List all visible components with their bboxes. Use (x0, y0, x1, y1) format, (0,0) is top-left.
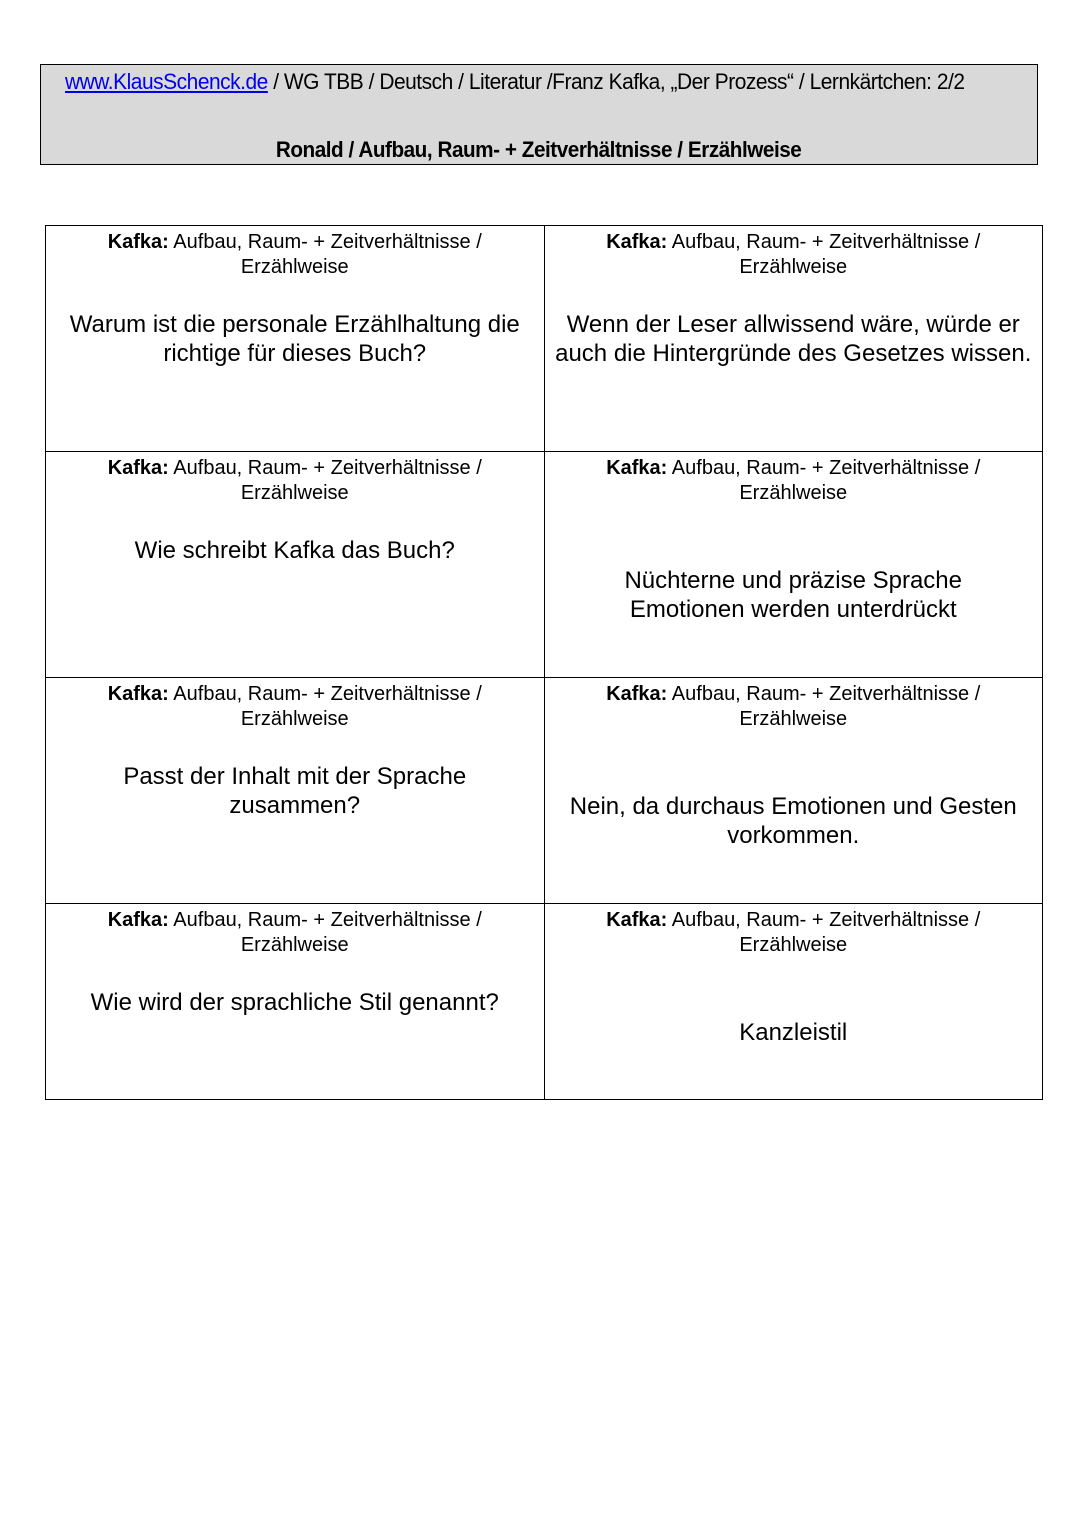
question-card (46, 452, 545, 678)
card-topic (545, 452, 1043, 506)
page-header (40, 64, 1038, 165)
website-link[interactable]: www.KlausSchenck.de (65, 69, 268, 94)
question-card (46, 678, 545, 904)
card-topic-label: Kafka: (107, 231, 169, 253)
question-card (46, 904, 545, 1100)
flashcard-row (46, 678, 1043, 904)
card-topic-line2: Erzählweise (240, 256, 349, 278)
card-topic (545, 904, 1043, 958)
header-subtitle (41, 137, 1037, 163)
card-question: Wie wird der sprachliche Stil genannt? (90, 989, 499, 1016)
card-topic-label: Kafka: (606, 231, 668, 253)
card-topic-label: Kafka: (606, 909, 668, 931)
card-answer: Nüchterne und präzise Sprache Emotionen werden unterdrückt (624, 567, 963, 623)
card-topic (46, 226, 544, 280)
card-topic-line2: Erzählweise (739, 708, 848, 730)
header-subtitle-text: Ronald / Aufbau, Raum- + Zeitverhältnisse / Erzählweise (276, 137, 802, 162)
card-question: Warum ist die personale Erzählhaltung die richtige für dieses Buch? (69, 311, 520, 367)
card-question: Wie schreibt Kafka das Buch? (134, 537, 455, 564)
card-topic (46, 678, 544, 732)
card-topic-line1: Aufbau, Raum- + Zeitverhältnisse / (168, 909, 482, 931)
answer-card (544, 904, 1043, 1100)
card-question: Passt der Inhalt mit der Sprache zusammen? (123, 763, 467, 819)
card-topic-label: Kafka: (107, 683, 169, 705)
card-topic (545, 226, 1043, 280)
card-topic-line2: Erzählweise (240, 708, 349, 730)
answer-card (544, 678, 1043, 904)
flashcard-grid (45, 225, 1043, 1100)
question-card (46, 226, 545, 452)
flashcard-row (46, 226, 1043, 452)
answer-card (544, 226, 1043, 452)
card-topic-line1: Aufbau, Raum- + Zeitverhältnisse / (667, 457, 981, 479)
card-topic-line1: Aufbau, Raum- + Zeitverhältnisse / (667, 231, 981, 253)
card-topic-line2: Erzählweise (739, 256, 848, 278)
card-topic-line1: Aufbau, Raum- + Zeitverhältnisse / (168, 457, 482, 479)
header-path: / WG TBB / Deutsch / Literatur /Franz Kafka, „Der Prozess“ / Lernkärtchen: 2/2 (267, 69, 965, 94)
card-answer: Kanzleistil (739, 1019, 848, 1046)
answer-card (544, 452, 1043, 678)
flashcard-row (46, 452, 1043, 678)
card-topic-label: Kafka: (606, 683, 668, 705)
card-topic-line2: Erzählweise (240, 482, 349, 504)
card-topic-line2: Erzählweise (739, 934, 848, 956)
card-topic-line2: Erzählweise (739, 482, 848, 504)
card-topic-line1: Aufbau, Raum- + Zeitverhältnisse / (168, 231, 482, 253)
card-answer: Nein, da durchaus Emotionen und Gesten vorkommen. (569, 793, 1017, 849)
card-topic-line1: Aufbau, Raum- + Zeitverhältnisse / (667, 683, 981, 705)
card-topic-label: Kafka: (606, 457, 668, 479)
card-answer: Wenn der Leser allwissend wäre, würde er auch die Hintergründe des Gesetzes wissen. (555, 311, 1032, 367)
card-topic (46, 904, 544, 958)
card-topic (545, 678, 1043, 732)
header-breadcrumb (65, 69, 965, 95)
card-topic-line2: Erzählweise (240, 934, 349, 956)
card-topic-label: Kafka: (107, 909, 169, 931)
card-topic (46, 452, 544, 506)
flashcard-row (46, 904, 1043, 1100)
card-topic-label: Kafka: (107, 457, 169, 479)
card-topic-line1: Aufbau, Raum- + Zeitverhältnisse / (667, 909, 981, 931)
card-topic-line1: Aufbau, Raum- + Zeitverhältnisse / (168, 683, 482, 705)
